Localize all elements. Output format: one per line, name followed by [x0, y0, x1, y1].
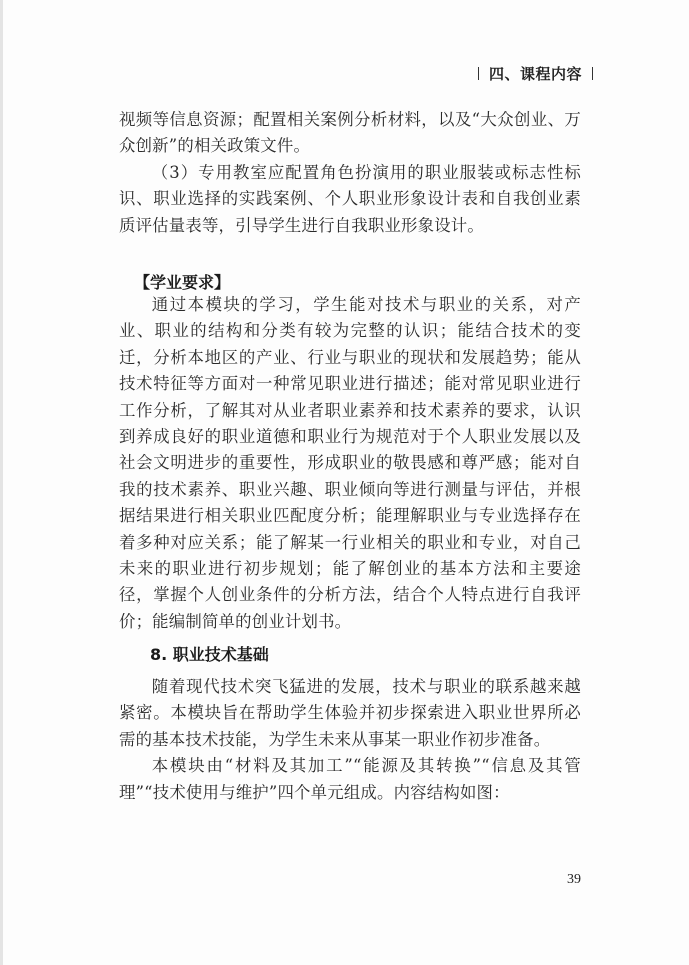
paragraph-classroom: （3）专用教室应配置角色扮演用的职业服装或标志性标识、职业选择的实践案例、个人职业形象设计表和自我创业素质评估量表等，引导学生进行自我职业形象设计。 [119, 162, 581, 235]
continued-text-block [119, 107, 581, 239]
header-title: 四、课程内容 [489, 67, 583, 83]
section-heading-requirements: 【学业要求】 [134, 273, 231, 292]
requirements-text-block [119, 292, 581, 635]
page-edge [0, 0, 3, 965]
paragraph-module-intro: 随着现代技术突飞猛进的发展，技术与职业的联系越来越紧密。本模块旨在帮助学生体验并初步探索进入职业世界所必需的基本技术技能，为学生未来从事某一职业作初步准备。 [119, 677, 581, 749]
paragraph-resources: 视频等信息资源；配置相关案例分析材料，以及“大众创业、万众创新”的相关政策文件。 [119, 110, 581, 156]
running-header [478, 63, 593, 84]
section-heading-vocational-basics: 8. 职业技术基础 [150, 645, 269, 664]
header-left-rule [478, 67, 479, 80]
paragraph-module-units: 本模块由“材料及其加工”“能源及其转换”“信息及其管理”“技术使用与维护”四个单元组成。内容结构如图： [119, 756, 581, 802]
header-right-rule [592, 67, 593, 80]
vocational-text-block [119, 674, 581, 806]
page-number: 39 [567, 872, 581, 887]
paragraph-requirements: 通过本模块的学习，学生能对技术与职业的关系，对产业、职业的结构和分类有较为完整的认识；能结合技术的变迁，分析本地区的产业、行业与职业的现状和发展趋势；能从技术特征等方面对一种常见职业进行描述；能对常见职业进行工作分析，了解其对从业者职业素养和技术素养的要求，认识到养成良好的职业道德和职业行为规范对于个人职业发展以及社会文明进步的重要性，形成职业的敬畏感和尊严感；能对自我的技术素养、职业兴趣、职业倾向等进行测量与评估，并根据结果进行相关职业匹配度分析；能理解职业与专业选择存在着多种对应关系；能了解某一行业相关的职业和专业，对自己未来的职业进行初步规划；能了解创业的基本方法和主要途径，掌握个人创业条件的分析方法，结合个人特点进行自我评价；能编制简单的创业计划书。 [119, 295, 581, 631]
